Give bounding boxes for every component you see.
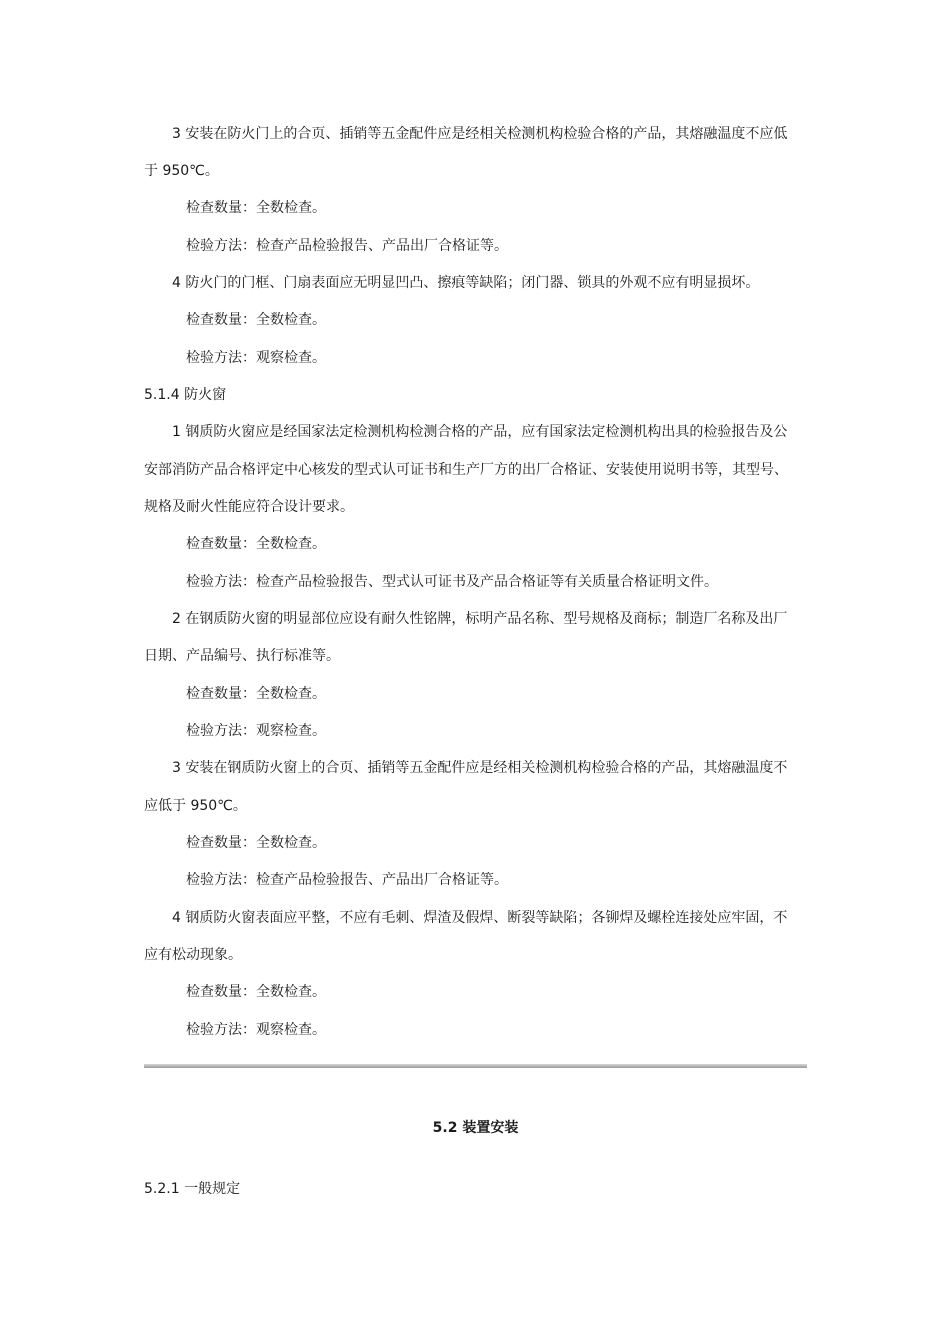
- text-line: 应低于 950℃。: [144, 798, 247, 814]
- text-line: 检验方法：检查产品检验报告、产品出厂合格证等。: [186, 872, 508, 888]
- text-line: 规格及耐火性能应符合设计要求。: [144, 499, 354, 515]
- text-line: 应有松动现象。: [144, 947, 242, 963]
- text-line: 检验方法：检查产品检验报告、产品出厂合格证等。: [186, 238, 508, 254]
- section-heading: 5.2 装置安装: [432, 1120, 519, 1136]
- text-line: 2 在钢质防火窗的明显部位应设有耐久性铭牌，标明产品名称、型号规格及商标；制造厂名称及出厂: [172, 611, 788, 627]
- text-line: 日期、产品编号、执行标准等。: [144, 648, 340, 664]
- text-line: 检查数量：全数检查。: [186, 200, 326, 216]
- text-line: 检验方法：观察检查。: [186, 723, 326, 739]
- text-line: 检验方法：观察检查。: [186, 350, 326, 366]
- subsection-title: 5.2.1 一般规定: [144, 1181, 241, 1197]
- text-line: 检查数量：全数检查。: [186, 984, 326, 1000]
- text-line: 4 防火门的门框、门扇表面应无明显凹凸、擦痕等缺陷；闭门器、锁具的外观不应有明显损坏。: [172, 275, 760, 291]
- text-line: 检查数量：全数检查。: [186, 835, 326, 851]
- text-line: 3 安装在防火门上的合页、插销等五金配件应是经相关检测机构检验合格的产品，其熔融温度不应低: [172, 126, 788, 142]
- text-line: 检验方法：检查产品检验报告、型式认可证书及产品合格证等有关质量合格证明文件。: [186, 574, 718, 590]
- text-line: 4 钢质防火窗表面应平整，不应有毛刺、焊渣及假焊、断裂等缺陷；各铆焊及螺栓连接处应牢固，不: [172, 910, 788, 926]
- text-line: 检查数量：全数检查。: [186, 312, 326, 328]
- text-line: 于 950℃。: [144, 163, 219, 179]
- text-line: 安部消防产品合格评定中心核发的型式认可证书和生产厂方的出厂合格证、安装使用说明书等，其型号、: [144, 462, 788, 478]
- section-divider: [144, 1064, 807, 1068]
- text-line: 3 安装在钢质防火窗上的合页、插销等五金配件应是经相关检测机构检验合格的产品，其熔融温度不: [172, 760, 788, 776]
- text-line: 检验方法：观察检查。: [186, 1022, 326, 1038]
- text-line: 检查数量：全数检查。: [186, 686, 326, 702]
- text-line: 1 钢质防火窗应是经国家法定检测机构检测合格的产品，应有国家法定检测机构出具的检验报告及公: [172, 424, 788, 440]
- subsection-title: 5.1.4 防火窗: [144, 387, 227, 403]
- text-line: 检查数量：全数检查。: [186, 536, 326, 552]
